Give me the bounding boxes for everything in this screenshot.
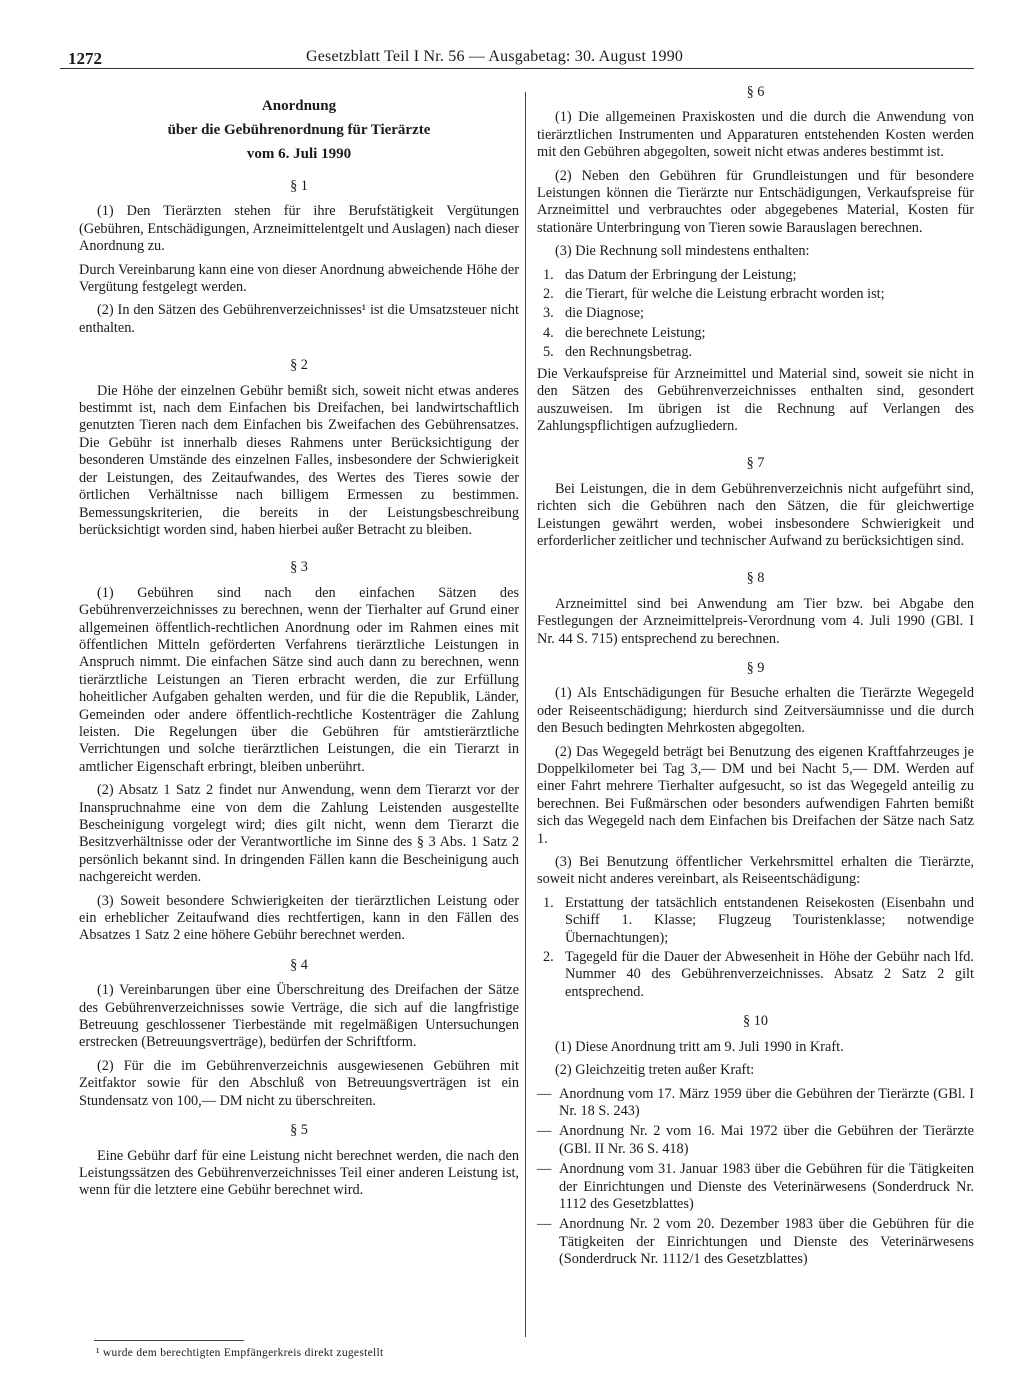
- section-heading-6: § 6: [746, 84, 765, 100]
- paragraph: (1) Vereinbarungen über eine Überschreitung des Dreifachen der Sätze des Gebührenverzeichnisses sowie Verträge, die sich auf die langfristige Betreuung geschlossener Tierbestände mit regelmäßigen Untersuchungen erstrecken (Betreuungsverträge), bedürfen der Schriftform.: [79, 982, 519, 1051]
- paragraph: (1) Den Tierärzten stehen für ihre Berufstätigkeit Vergütungen (Gebühren, Entschädigungen, Arzneimittelentgelt und Auslagen) nach dieser Anordnung zu.: [79, 203, 519, 255]
- paragraph: Die Höhe der einzelnen Gebühr bemißt sich, soweit nicht etwas anderes bestimmt ist, nach dem Einfachen bis Dreifachen, bei landwirtschaftlich genutzten Tieren nach dem Einfachen bis Zweifachen des Gebührensatzes. Die Gebühr ist innerhalb dieses Rahmens unter Berücksichtigung der besonderen Umstände des einzelnen Falles, insbesondere der Schwierigkeit der Leistungen, des Zeitaufwandes, des Wertes des Tieres sowie der örtlichen Verhältnisse nach billigem Ermessen zu bestimmen. Bemessungskriterien, die bereits in der Leistungsbeschreibung berücksichtigt worden sind, haben hierbei außer Betracht zu bleiben.: [79, 382, 519, 538]
- page-number: 1272: [68, 49, 102, 68]
- document-title: [79, 94, 519, 166]
- list-item: 3. die Diagnose;: [543, 305, 645, 322]
- title-line-1: Anordnung: [261, 98, 337, 114]
- paragraph: Durch Vereinbarung kann eine von dieser Anordnung abweichende Höhe der Vergütung festgelegt werden.: [79, 261, 520, 296]
- title-line-2: über die Gebührenordnung für Tierärzte: [167, 122, 431, 138]
- gazette-title: Gesetzblatt Teil I Nr. 56 — Ausgabetag: 30. August 1990: [306, 48, 684, 65]
- section-heading-2: § 2: [290, 357, 308, 374]
- section-heading-9: § 9: [746, 659, 765, 676]
- paragraph: (2) Für die im Gebührenverzeichnis ausgewiesenen Gebühren mit Zeitfaktor sowie für den Abschluß von Betreuungsverträgen ist ein Stundensatz von 100,— DM nicht zu überschreiten.: [79, 1057, 519, 1109]
- paragraph: Die Verkaufspreise für Arzneimittel und Material sind, soweit sie nicht in den Sätzen des Gebührenverzeichnisses enthalten sind, gesondert auszuweisen. Im übrigen ist die Rechnung auf Verlangen des Zahlungspflichtigen aufzugliedern.: [537, 365, 974, 434]
- section-heading-1: § 1: [290, 178, 308, 194]
- paragraph: (1) Diese Anordnung tritt am 9. Juli 1990 in Kraft.: [555, 1038, 844, 1055]
- paragraph: (1) Als Entschädigungen für Besuche erhalten die Tierärzte Wegegeld oder Reiseentschädigung; hierdurch sind Zeitversäumnisse und die durch den Besuch bedingten Mehrkosten abgegolten.: [537, 685, 974, 737]
- paragraph: (3) Bei Benutzung öffentlicher Verkehrsmittel erhalten die Tierärzte, soweit nicht anderes vereinbart, als Reiseentschädigung:: [537, 854, 974, 888]
- paragraph: (2) Absatz 1 Satz 2 findet nur Anwendung, wenn dem Tierarzt vor der Inanspruchnahme eine von dem die Zahlung Leistenden ausgestellte Bescheinigung vorgelegt wird; dies gilt nicht, wenn dem Tierarzt die Besitzverhältnisse oder der Verantwortliche im Sinne des § 3 Abs. 1 Satz 2 persönlich bekannt sind. In dringenden Fällen kann die Bescheinigung auch nachgereicht werden.: [79, 782, 519, 886]
- list-item: — Anordnung vom 17. März 1959 über die Gebühren der Tierärzte (GBl. I Nr. 18 S. 243): [537, 1085, 974, 1119]
- left-column: [79, 94, 519, 1206]
- list-item: — Anordnung Nr. 2 vom 20. Dezember 1983 über die Gebühren für die Tätigkeiten der Einrichtungen und Dienste des Veterinärwesens (Sonderdruck Nr. 1112/1 des Gesetzblattes): [537, 1216, 974, 1268]
- list-item: 4. die berechnete Leistung;: [543, 324, 706, 341]
- paragraph: (2) Das Wegegeld beträgt bei Benutzung des eigenen Kraftfahrzeuges je Doppelkilometer bei Tag 3,— DM und bei Nacht 5,— DM. Werden auf einer Fahrt mehrere Tierhalter aufgesucht, so ist das Wegegeld anteilig zu berechnen. Bei Fußmärschen oder besonders aufwendigen Fahrten bemißt sich das Wegegeld nach dem Einfachen bis Dreifachen der Sätze nach Satz 1.: [537, 743, 974, 847]
- footnote-rule: [94, 1340, 244, 1341]
- paragraph: Bei Leistungen, die in dem Gebührenverzeichnis nicht aufgeführt sind, richten sich die Gebühren nach den Sätzen, die für gleichwertige Leistungen gewährt werden, wobei insbesondere Schwierigkeit und erforderlicher zeitlicher und technischer Aufwand zu berücksichtigen sind.: [537, 480, 974, 549]
- section-heading-8: § 8: [746, 570, 765, 587]
- right-column: [537, 84, 974, 1273]
- section-heading-7: § 7: [746, 455, 765, 472]
- list-item: 1. Erstattung der tatsächlich entstandenen Reisekosten (Eisenbahn und Schiff 1. Klasse; Flugzeug Touristenklasse; notwendige Übernachtungen);: [543, 894, 974, 946]
- paragraph: (2) In den Sätzen des Gebührenverzeichnisses¹ ist die Umsatzsteuer nicht enthalten.: [79, 302, 519, 336]
- footnote: ¹ wurde dem berechtigten Empfängerkreis direkt zugestellt: [96, 1347, 384, 1359]
- paragraph: Arzneimittel sind bei Anwendung am Tier bzw. bei Abgabe den Festlegungen der Arzneimittelpreis-Verordnung vom 4. Juli 1990 (GBl. I Nr. 44 S. 715) entsprechend zu berechnen.: [537, 595, 974, 647]
- paragraph: (3) Soweit besondere Schwierigkeiten der tierärztlichen Leistung oder ein erheblicher Zeitaufwand dies rechtfertigen, kann in den Fällen des Absatzes 1 Satz 2 eine höhere Gebühr berechnet werden.: [79, 892, 519, 944]
- section-heading-5: § 5: [290, 1122, 308, 1139]
- travel-compensation-list: [537, 895, 974, 1001]
- list-item: 1. das Datum der Erbringung der Leistung;: [543, 266, 797, 283]
- list-item: 2. Tagegeld für die Dauer der Abwesenheit in Höhe der Gebühr nach lfd. Nummer 40 des Gebührenverzeichnisses. Absatz 2 Satz 2 gilt entsprechend.: [543, 949, 974, 1000]
- column-divider: [525, 92, 526, 1337]
- list-item: — Anordnung vom 31. Januar 1983 über die Gebühren für die Tätigkeiten der Einrichtungen und Dienste des Veterinärwesens (Sonderdruck Nr. 1112 des Gesetzblattes): [537, 1161, 974, 1212]
- section-heading-4: § 4: [290, 956, 308, 973]
- list-item: — Anordnung Nr. 2 vom 16. Mai 1972 über die Gebühren der Tierärzte (GBl. II Nr. 36 S. 418): [537, 1123, 974, 1157]
- section-heading-10: § 10: [742, 1013, 769, 1030]
- title-line-3: vom 6. Juli 1990: [246, 146, 352, 162]
- paragraph: (1) Die allgemeinen Praxiskosten und die durch die Anwendung von tierärztlichen Instrumenten und Apparaturen entstehenden Kosten werden mit den Gebühren abgegolten, soweit nicht etwas anderes bestimmt ist.: [537, 109, 974, 161]
- paragraph: (1) Gebühren sind nach den einfachen Sätzen des Gebührenverzeichnisses zu berechnen, wenn der Tierhalter auf Grund einer allgemeinen öffentlich-rechtlichen Anordnung oder im Rahmen eines mit öffentlichen Mitteln geförderten Verfahrens tierärztliche Leistungen in Anspruch nimmt. Die einfachen Sätze sind auch dann zu berechnen, wenn tierärztliche Leistungen an Tieren erbracht werden, die zur Erfüllung hoheitlicher Aufgaben gehalten werden, und für die die Republik, Länder, Gemeinden oder andere öffentlich-rechtliche Kostenträger die Zahlung leisten. Die Regelungen über die Gebühren für amtstierärztliche Verrichtungen und solche tierärztlichen Leistungen, die ein Tierarzt in amtlicher Eigenschaft erbringt, bleiben unberührt.: [79, 584, 519, 775]
- section-heading-3: § 3: [290, 559, 308, 576]
- invoice-contents-list: [537, 267, 974, 362]
- paragraph: (2) Gleichzeitig treten außer Kraft:: [555, 1062, 755, 1079]
- paragraph: (2) Neben den Gebühren für Grundleistungen und für besondere Leistungen können die Tierärzte nur Entschädigungen, Verkaufspreise für Arzneimittel und verbrauchtes oder abgegebenes Material, Kosten für stationäre Unterbringung von Tieren sowie Barauslagen berechnen.: [537, 167, 974, 236]
- list-item: 5. den Rechnungsbetrag.: [543, 344, 693, 361]
- list-item: 2. die Tierart, für welche die Leistung erbracht worden ist;: [543, 286, 885, 303]
- paragraph: (3) Die Rechnung soll mindestens enthalten:: [555, 243, 810, 260]
- paragraph: Eine Gebühr darf für eine Leistung nicht berechnet werden, die nach den Leistungssätzen des Gebührenverzeichnisses Teil einer anderen Leistung ist, wenn für die letztere eine Gebühr berechnet wird.: [79, 1147, 519, 1199]
- header-rule: [60, 68, 974, 69]
- repealed-regulations-list: [537, 1086, 974, 1269]
